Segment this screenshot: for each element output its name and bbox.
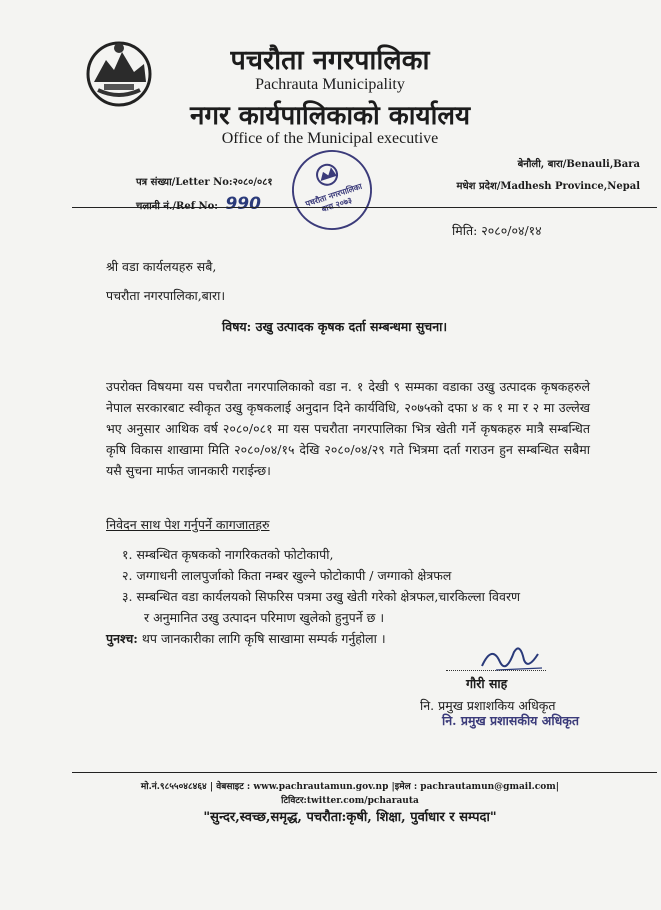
ref-number-label xyxy=(136,194,261,214)
postscript-label: पुनश्च: xyxy=(106,631,138,646)
office-name-english: Office of the Municipal executive xyxy=(221,130,439,147)
organization-name-english: Pachrauta Municipality xyxy=(255,76,405,93)
footer-contact: मो.नं.९८५५०४८४६४ | वेबसाइट : www.pachrautamun.gov.np |इमेल : pachrautamun@gmail.com| xyxy=(140,782,560,792)
letter-number: पत्र संख्या/Letter No:२०८०/०८१ xyxy=(136,177,273,188)
postscript-text: थप जानकारीका लागि कृषि साखामा सम्पर्क गर्नुहोला । xyxy=(137,631,386,646)
signatory-title: नि. प्रमुख प्रशाशकिय अधिकृत xyxy=(420,698,556,713)
nepal-emblem-logo xyxy=(84,38,154,110)
signatory-name: गौरी साह xyxy=(466,676,508,691)
signatory-stamp-title: नि. प्रमुख प्रशासकीय अधिकृत xyxy=(442,713,579,728)
address-line-1: बेनौली, बारा/Benauli,Bara xyxy=(517,159,640,170)
list-item: ३. सम्बन्धित वडा कार्यलयको सिफरिस पत्रमा उखु खेती गरेको क्षेत्रफल,चारकिल्ला विवरण xyxy=(122,589,521,604)
list-item: १. सम्बन्धित कृषकको नागरिकतको फोटोकापी, xyxy=(122,547,334,562)
office-stamp xyxy=(282,140,383,241)
subject-line: विषय: उखु उत्पादक कृषक दर्ता सम्बन्धमा सुचना। xyxy=(222,319,448,334)
recipient-line-1: श्री वडा कार्यलयहरु सबै, xyxy=(106,259,217,274)
footer-twitter: टिविटर:twitter.com/pcharauta xyxy=(281,796,419,806)
ref-label: चलानी नं./Ref No: xyxy=(136,201,218,212)
list-item: २. जग्गाधनी लालपुर्जाको किता नम्बर खुल्ने फोटोकापी / जग्गाको क्षेत्रफल xyxy=(122,568,452,583)
address-line-2: मधेश प्रदेश/Madhesh Province,Nepal xyxy=(456,181,640,192)
body-paragraph: उपरोक्त विषयमा यस पचरौता नगरपालिकाको वडा न. १ देखी ९ सम्मका वडाका उखु उत्पादक कृषकहरुले नेपाल सरकारबाट स्वीकृत उखु कृषकलाई अनुदान दिने कार्यविधि, २०७५को दफा ४ क १ मा र २ मा उल्लेख भए अनुसार आथिक वर्ष २०८०/०८१ मा यस पचरौता नगरपालिका भित्र खेती गर्ने कृषकहरु मात्रै सम्बन्धित कृषि विकास शाखामा मिति २०८०/०४/१५ देखि २०८०/०४/२९ गते भित्रमा दर्ता गराउन हुन सम्बन्धित सबैमा यसै सुचना मार्फत जानकारी गराईन्छ। xyxy=(106,379,590,478)
organization-name-nepali: पचरौता नगरपालिका xyxy=(230,45,430,76)
issue-date: मिति: २०८०/०४/१४ xyxy=(452,223,542,238)
footer-divider xyxy=(72,772,657,773)
postscript xyxy=(106,630,386,647)
stamp-emblem-icon xyxy=(310,159,344,190)
footer-motto: "सुन्दर,स्वच्छ,समृद्ध, पचरौता:कृषी, शिक्षा, पुर्वाधार र सम्पदा" xyxy=(203,810,497,825)
handwritten-signature xyxy=(476,640,550,674)
header-divider xyxy=(72,207,657,208)
documents-list xyxy=(122,544,520,628)
recipient-line-2: पचरौता नगरपालिका,बारा। xyxy=(106,288,226,303)
ref-number-handwritten: 990 xyxy=(225,194,261,214)
documents-heading: निवेदन साथ पेश गर्नुपर्ने कागजातहरु xyxy=(106,517,270,532)
list-item-continuation: र अनुमानित उखु उत्पादन परिमाण खुलेको हुनुपर्ने छ । xyxy=(144,610,385,625)
signature-dotted-line xyxy=(446,670,546,671)
stamp-text: पचरौता नगरपालिका बारा २०७३ xyxy=(303,180,364,214)
office-name-nepali: नगर कार्यपालिकाको कार्यालय xyxy=(189,101,471,131)
